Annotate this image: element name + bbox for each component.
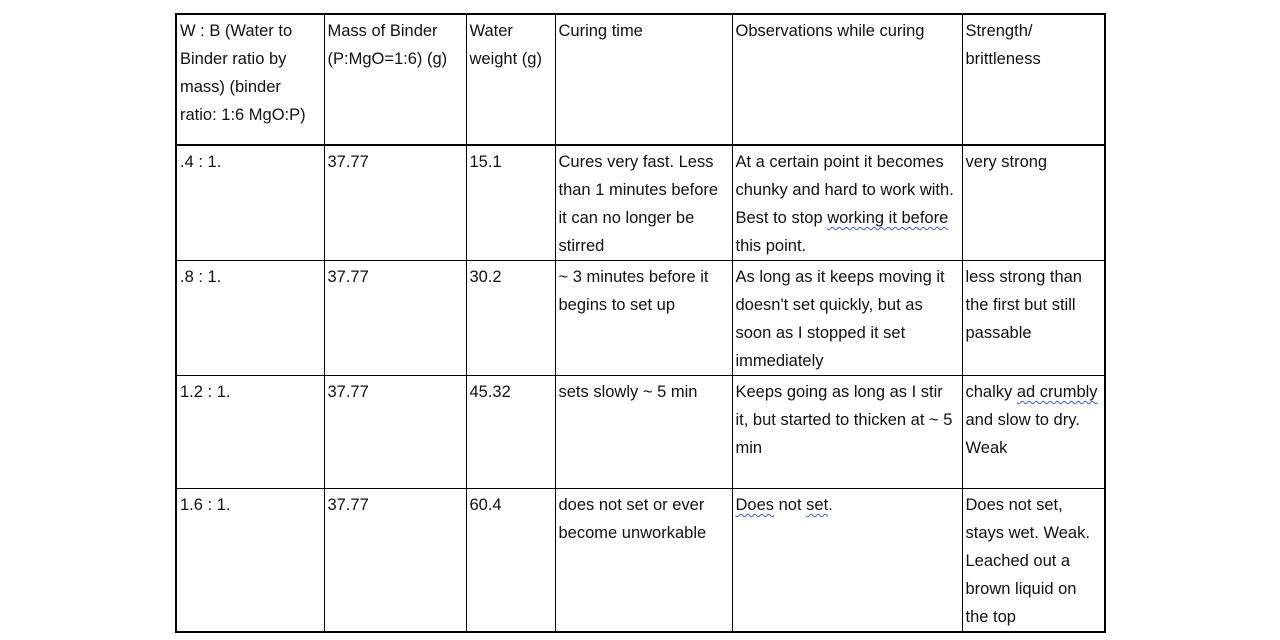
header-observations: Observations while curing bbox=[732, 14, 962, 145]
cell-observations: Keeps going as long as I stir it, but started to thicken at ~ 5 min bbox=[732, 376, 962, 489]
cell-water: 60.4 bbox=[466, 489, 555, 633]
cell-water: 15.1 bbox=[466, 145, 555, 261]
obs-spellcheck-text: Does bbox=[735, 496, 775, 514]
obs-text: not bbox=[774, 496, 807, 514]
table-row bbox=[176, 376, 1105, 489]
table-row bbox=[176, 145, 1105, 261]
cell-curing: Cures very fast. Less than 1 minutes before it can no longer be stirred bbox=[555, 145, 732, 261]
table-row bbox=[176, 261, 1105, 376]
obs-spellcheck-text: working it before bbox=[827, 209, 949, 227]
cell-water: 30.2 bbox=[466, 261, 555, 376]
cell-curing: sets slowly ~ 5 min bbox=[555, 376, 732, 489]
obs-text-end: . bbox=[828, 496, 833, 514]
cell-ratio: 1.6 : 1. bbox=[176, 489, 324, 633]
cell-observations: As long as it keeps moving it doesn't set quickly, but as soon as I stopped it set immediately bbox=[732, 261, 962, 376]
cell-observations bbox=[732, 489, 962, 633]
table-header-row bbox=[176, 14, 1105, 145]
cell-ratio: .4 : 1. bbox=[176, 145, 324, 261]
cell-strength bbox=[962, 376, 1105, 489]
header-water-weight: Water weight (g) bbox=[466, 14, 555, 145]
cell-mass: 37.77 bbox=[324, 376, 466, 489]
obs-text: At a certain point it becomes chunky and hard to work with. Best to stop bbox=[735, 153, 954, 227]
cell-strength: less strong than the first but still passable bbox=[962, 261, 1105, 376]
strength-text: chalky bbox=[965, 383, 1017, 401]
cell-ratio: 1.2 : 1. bbox=[176, 376, 324, 489]
cell-curing: ~ 3 minutes before it begins to set up bbox=[555, 261, 732, 376]
data-table bbox=[175, 13, 1106, 633]
cell-mass: 37.77 bbox=[324, 145, 466, 261]
header-ratio: W : B (Water to Binder ratio by mass) (binder ratio: 1:6 MgO:P) bbox=[176, 14, 324, 145]
table-row bbox=[176, 489, 1105, 633]
header-binder-mass: Mass of Binder (P:MgO=1:6) (g) bbox=[324, 14, 466, 145]
cell-ratio: .8 : 1. bbox=[176, 261, 324, 376]
obs-text-end: this point. bbox=[735, 237, 807, 255]
obs-spellcheck-text: set bbox=[806, 496, 829, 514]
header-strength: Strength/ brittleness bbox=[962, 14, 1105, 145]
cell-curing: does not set or ever become unworkable bbox=[555, 489, 732, 633]
cell-strength: Does not set, stays wet. Weak. Leached out a brown liquid on the top bbox=[962, 489, 1105, 633]
strength-text-end: and slow to dry. Weak bbox=[965, 411, 1080, 457]
cell-mass: 37.77 bbox=[324, 261, 466, 376]
strength-spellcheck-text: ad crumbly bbox=[1016, 383, 1098, 401]
cell-strength: very strong bbox=[962, 145, 1105, 261]
header-curing-time: Curing time bbox=[555, 14, 732, 145]
cell-observations bbox=[732, 145, 962, 261]
cell-mass: 37.77 bbox=[324, 489, 466, 633]
cell-water: 45.32 bbox=[466, 376, 555, 489]
